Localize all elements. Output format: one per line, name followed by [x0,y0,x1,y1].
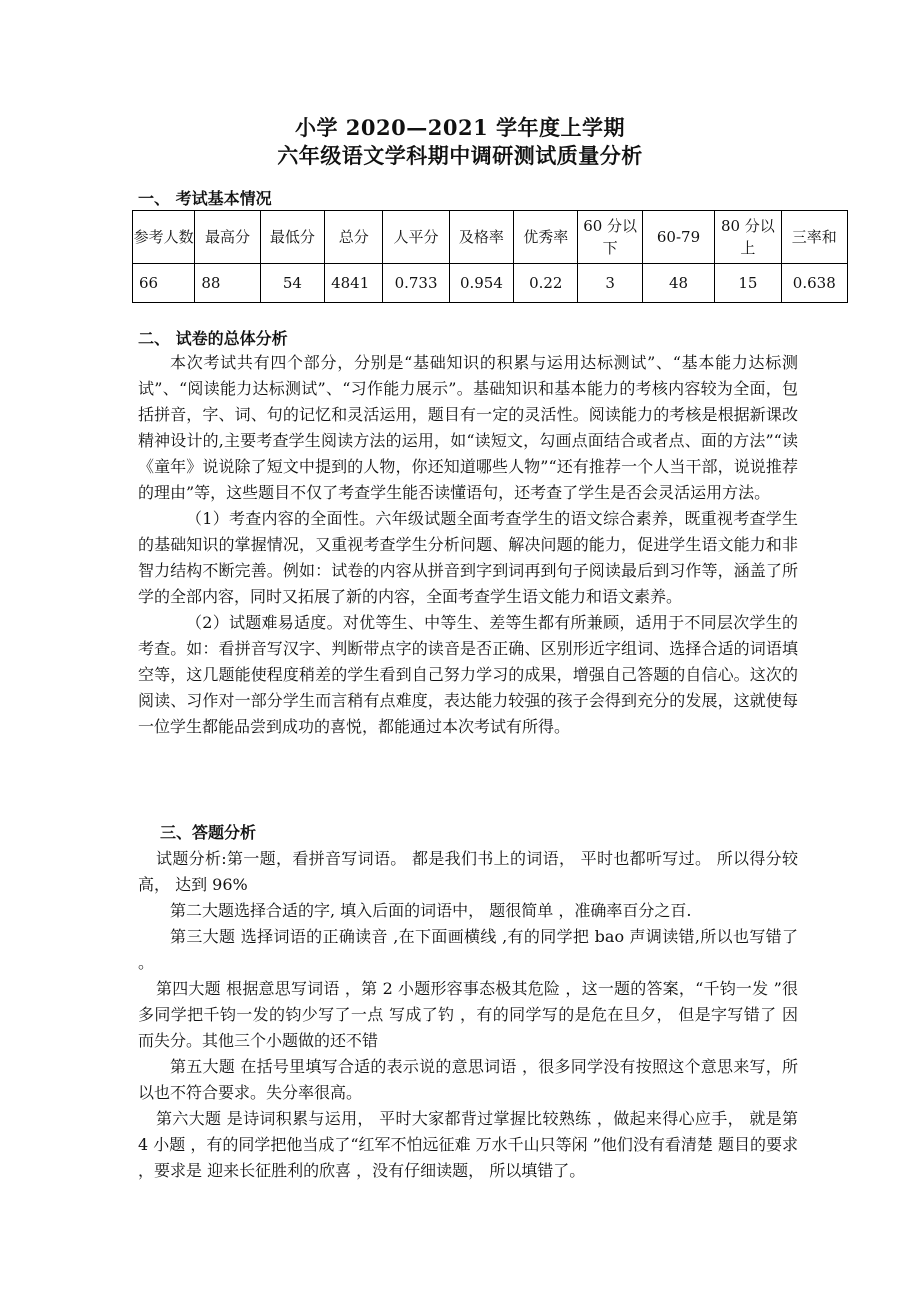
question2-analysis: 第二大题选择合适的字, 填入后面的词语中， 题很简单 ，准确率百分之百. [170,901,692,920]
header-excellent-rate: 优秀率 [514,211,578,264]
section2-heading: 二、 试卷的总体分析 [138,329,288,348]
header-total: 总分 [325,211,383,264]
cell-lowest: 54 [260,264,324,303]
cell-participants: 66 [133,264,195,303]
header-three-rate-sum: 三率和 [781,211,847,264]
section3-body [138,846,798,1184]
question3-analysis: 第三大题 选择词语的正确读音 ,在下面画横线 ,有的同学把 bao 声调读错,所以也写错了 。 [138,927,798,972]
stats-header-row [133,211,848,264]
stats-data-row [133,264,848,303]
question4-analysis: 第四大题 根据意思写词语 ，第 2 小题形容事态极其危险 ，这一题的答案，“千钧一发 ”很多同学把千钧一发的钧少写了一点 写成了钓 ，有的同学写的是危在旦夕， 但是字写错了 因而失分。其他三个小题做的还不错 [138,979,798,1050]
section1-heading: 一、 考试基本情况 [138,189,272,208]
section3-heading: 三、答题分析 [160,823,257,842]
header-average: 人平分 [383,211,449,264]
header-pass-rate: 及格率 [449,211,513,264]
exam-stats-table [132,210,848,303]
cell-three-rate-sum: 0.638 [781,264,847,303]
question1-analysis: 试题分析:第一题，看拼音写词语。 都是我们书上的词语， 平时也都听写过。 所以得分较高， 达到 96% [138,849,798,894]
document-title-line2: 六年级语文学科期中调研测试质量分析 [277,143,643,168]
question6-analysis: 第六大题 是诗词积累与运用， 平时大家都背过掌握比较熟练 ，做起来得心应手， 就是第 4 小题 ，有的同学把他当成了“红军不怕远征难 万水千山只等闲 ”他们没有看清楚 题目的要求 ，要求是 迎来长征胜利的欣喜 ，没有仔细读题， 所以填错了。 [138,1109,798,1180]
cell-highest: 88 [195,264,260,303]
document-title-line1: 小学 2020—2021 学年度上学期 [294,115,626,140]
cell-above-80: 15 [715,264,781,303]
cell-total: 4841 [325,264,383,303]
comprehensiveness-paragraph: （1）考查内容的全面性。六年级试题全面考查学生的语文综合素养，既重视考查学生的基础知识的掌握情况，又重视考查学生分析问题、解决问题的能力，促进学生语文能力和非智力结构不断完善。例如：试卷的内容从拼音到字到词再到句子阅读最后到习作等，涵盖了所学的全部内容，同时又拓展了新的内容，全面考查学生语文能力和语文素养。 [138,509,798,606]
cell-60-79: 48 [642,264,714,303]
cell-pass-rate: 0.954 [449,264,513,303]
header-60-79: 60-79 [642,211,714,264]
cell-excellent-rate: 0.22 [514,264,578,303]
header-participants: 参考人数 [133,211,195,264]
overview-paragraph: 本次考试共有四个部分，分别是“基础知识的积累与运用达标测试”、“基本能力达标测试”、“阅读能力达标测试”、“习作能力展示”。基础知识和基本能力的考核内容较为全面，包括拼音，字、词、句的记忆和灵活运用，题目有一定的灵活性。阅读能力的考核是根据新课改精神设计的,主要考查学生阅读方法的运用，如“读短文，勾画点面结合或者点、面的方法”“读《童年》说说除了短文中提到的人物，你还知道哪些人物”“还有推荐一个人当干部，说说推荐的理由”等，这些题目不仅了考查学生能否读懂语句，还考查了学生是否会灵活运用方法。 [138,353,798,502]
cell-average: 0.733 [383,264,449,303]
header-lowest: 最低分 [260,211,324,264]
header-below-60: 60 分以下 [578,211,642,264]
header-above-80: 80 分以上 [715,211,781,264]
question5-analysis: 第五大题 在括号里填写合适的表示说的意思词语 ，很多同学没有按照这个意思来写，所以也不符合要求。失分率很高。 [138,1057,798,1102]
cell-below-60: 3 [578,264,642,303]
difficulty-paragraph: （2）试题难易适度。对优等生、中等生、差等生都有所兼顾，适用于不同层次学生的考查。如：看拼音写汉字、判断带点字的读音是否正确、区别形近字组词、选择合适的词语填空等，这几题能使程度稍差的学生看到自己努力学习的成果，增强自己答题的自信心。这次的阅读、习作对一部分学生而言稍有点难度，表达能力较强的孩子会得到充分的发展，这就使每一位学生都能品尝到成功的喜悦，都能通过本次考试有所得。 [138,613,798,736]
header-highest: 最高分 [195,211,260,264]
section2-body [138,350,798,740]
